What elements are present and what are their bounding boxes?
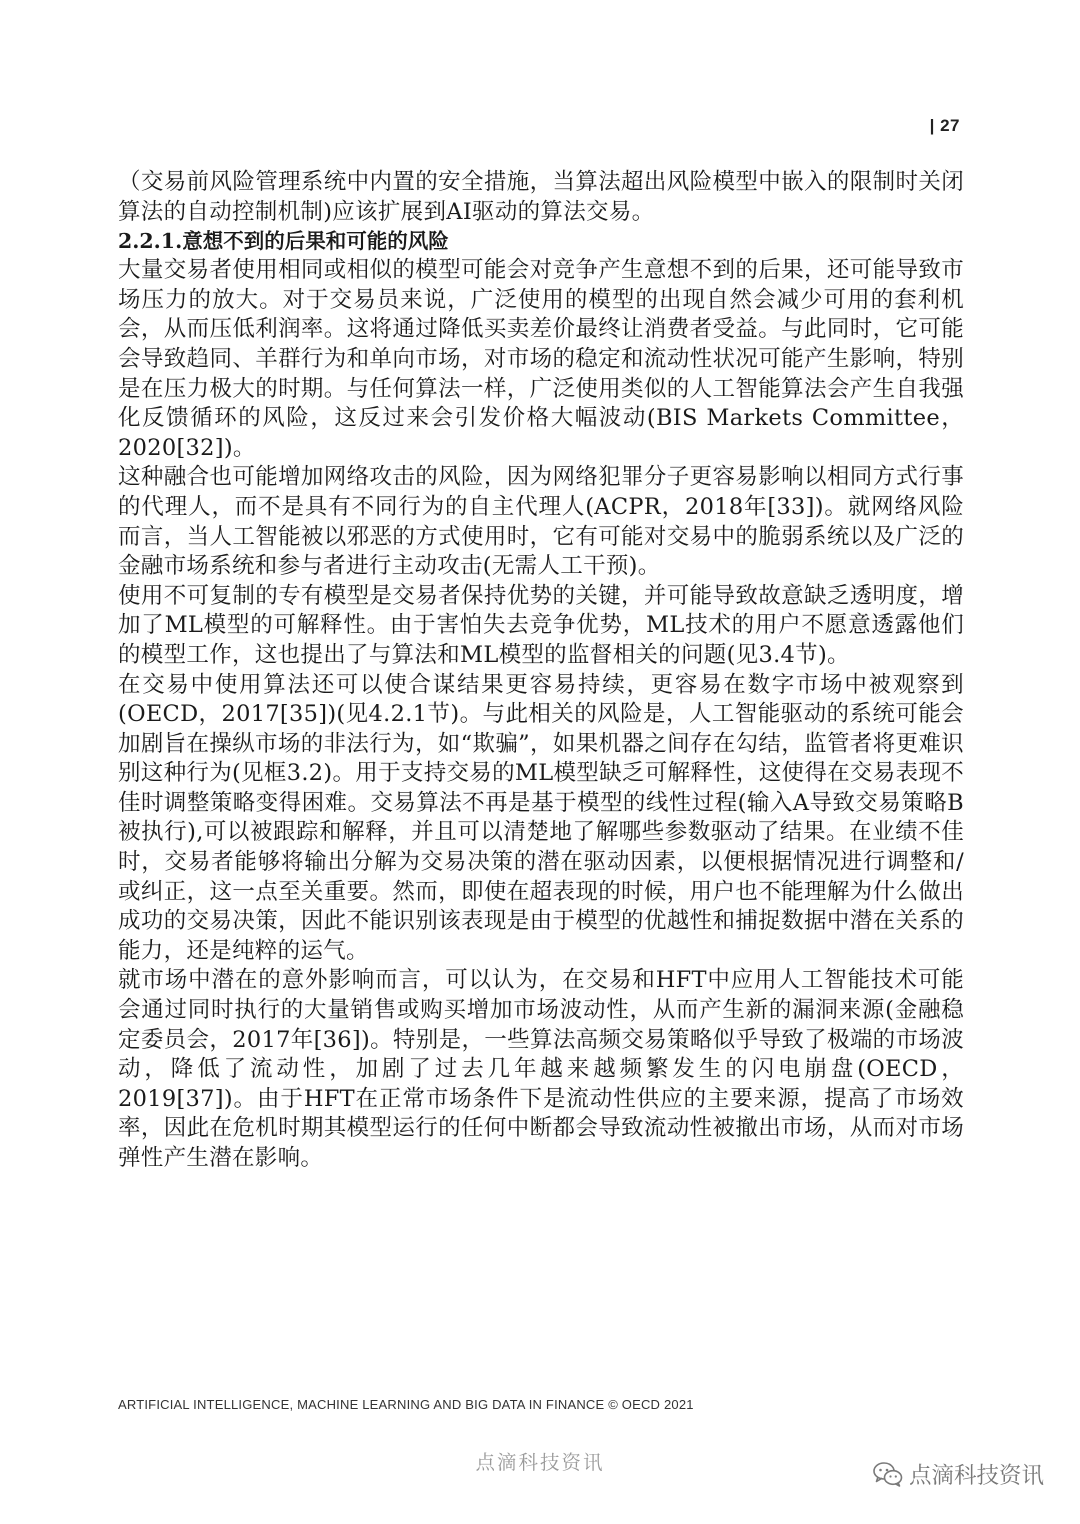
watermark-center: 点滴科技资讯 [475,1451,605,1474]
document-body [118,168,964,1174]
paragraph: 就市场中潜在的意外影响而言，可以认为，在交易和HFT中应用人工智能技术可能会通过同时执行的大量销售或购买增加市场波动性，从而产生新的漏洞来源(金融稳定委员会，2017年[36])。特别是，一些算法高频交易策略似乎导致了极端的市场波动，降低了流动性，加剧了过去几年越来越频繁发生的闪电崩盘(OECD，2019[37])。由于HFT在正常市场条件下是流动性供应的主要来源，提高了市场效率，因此在危机时期其模型运行的任何中断都会导致流动性被撤出市场，从而对市场弹性产生潜在影响。 [118,967,964,1171]
watermark-brand [873,1458,1044,1490]
footer-copyright: ARTIFICIAL INTELLIGENCE, MACHINE LEARNING AND BIG DATA IN FINANCE © OECD 2021 [118,1397,694,1412]
paragraph: 大量交易者使用相同或相似的模型可能会对竞争产生意想不到的后果，还可能导致市场压力的放大。对于交易员来说，广泛使用的模型的出现自然会减少可用的套利机会，从而压低利润率。这将通过降低买卖差价最终让消费者受益。与此同时，它可能会导致趋同、羊群行为和单向市场，对市场的稳定和流动性状况可能产生影响，特别是在压力极大的时期。与任何算法一样，广泛使用类似的人工智能算法会产生自我强化反馈循环的风险，这反过来会引发价格大幅波动(BIS Markets Committee，2020[32])。 [118,257,964,461]
section-heading: 2.2.1.意想不到的后果和可能的风险 [118,229,449,254]
watermark-brand-text: 点滴科技资讯 [908,1463,1044,1489]
intro-paragraph: （交易前风险管理系统中内置的安全措施，当算法超出风险模型中嵌入的限制时关闭算法的自动控制机制)应该扩展到AI驱动的算法交易。 [118,169,964,225]
wechat-icon [873,1461,903,1487]
paragraph: 在交易中使用算法还可以使合谋结果更容易持续，更容易在数字市场中被观察到(OECD，2017[35])(见4.2.1节)。与此相关的风险是，人工智能驱动的系统可能会加剧旨在操纵市场的非法行为，如“欺骗”，如果机器之间存在勾结，监管者将更难识别这种行为(见框3.2)。用于支持交易的ML模型缺乏可解释性，这使得在交易表现不佳时调整策略变得困难。交易算法不再是基于模型的线性过程(输入A导致交易策略B被执行),可以被跟踪和解释，并且可以清楚地了解哪些参数驱动了结果。在业绩不佳时，交易者能够将输出分解为交易决策的潜在驱动因素，以便根据情况进行调整和/或纠正，这一点至关重要。然而，即使在超表现的时候，用户也不能理解为什么做出成功的交易决策，因此不能识别该表现是由于模型的优越性和捕捉数据中潜在关系的能力，还是纯粹的运气。 [118,671,964,964]
page-number: | 27 [929,116,960,135]
paragraph: 使用不可复制的专有模型是交易者保持优势的关键，并可能导致故意缺乏透明度，增加了ML模型的可解释性。由于害怕失去竞争优势，ML技术的用户不愿意透露他们的模型工作，这也提出了与算法和ML模型的监督相关的问题(见3.4节)。 [118,582,964,668]
paragraph: 这种融合也可能增加网络攻击的风险，因为网络犯罪分子更容易影响以相同方式行事的代理人，而不是具有不同行为的自主代理人(ACPR，2018年[33])。就网络风险而言，当人工智能被以邪恶的方式使用时，它有可能对交易中的脆弱系统以及广泛的金融市场系统和参与者进行主动攻击(无需人工干预)。 [118,464,964,580]
